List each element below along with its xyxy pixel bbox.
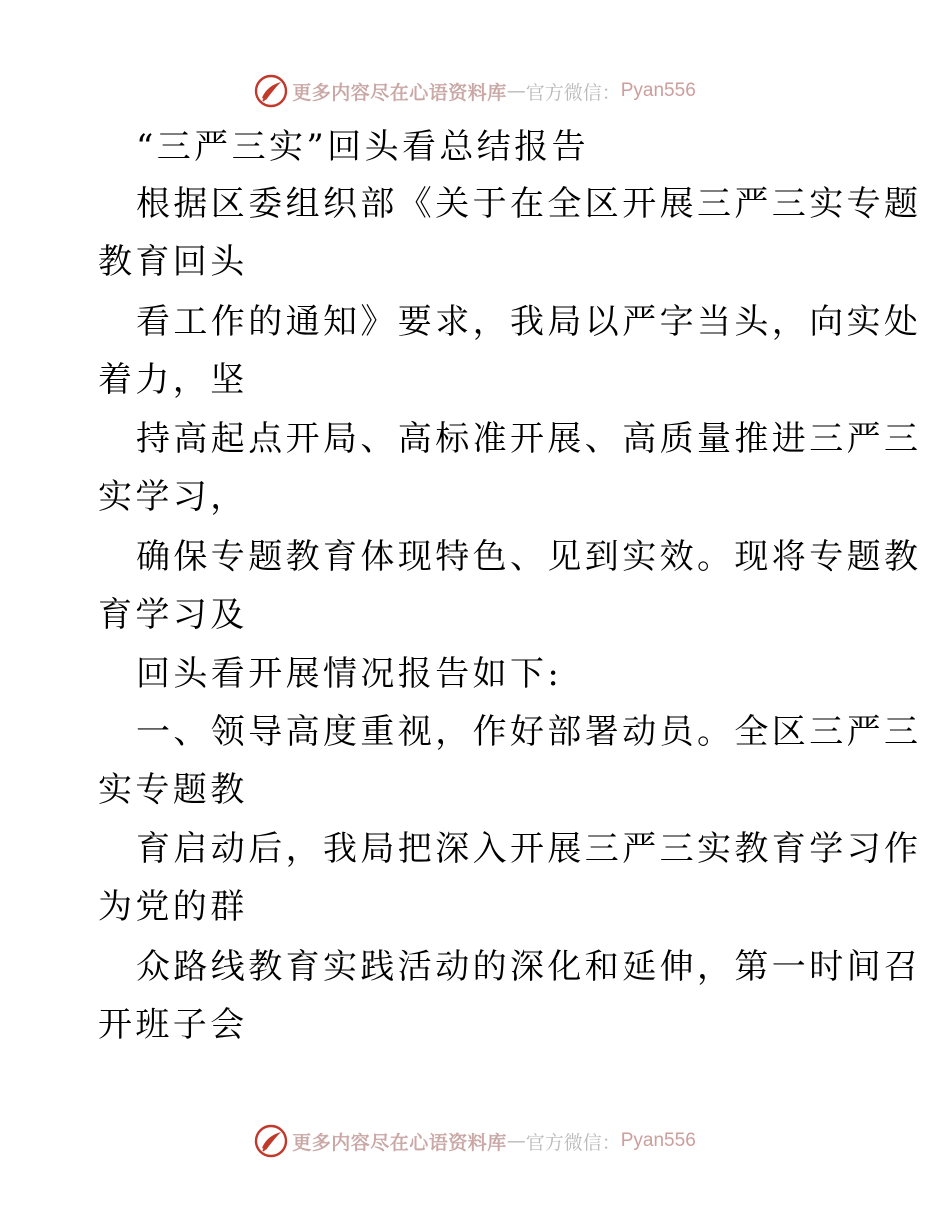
- paragraph-line: 回头看开展情况报告如下:: [136, 654, 563, 694]
- paragraph-line: 为党的群: [98, 887, 248, 927]
- watermark-wechat-label: 官方微信：: [525, 1131, 621, 1154]
- watermark-main: 更多内容尽在心语资料库: [292, 1131, 507, 1154]
- paragraph-line: 实学习，: [98, 477, 248, 517]
- watermark-wechat-id: Pyan556: [620, 1130, 696, 1151]
- paragraph-line: 教育回头: [98, 242, 248, 282]
- paragraph-line: 育启动后，我局把深入开展三严三实教育学习作: [136, 829, 922, 869]
- paragraph-line: 着力，坚: [98, 360, 248, 400]
- watermark-wechat-id: Pyan556: [620, 80, 696, 101]
- paragraph-line: 一、领导高度重视，作好部署动员。全区三严三: [136, 712, 922, 752]
- paragraph-line: 根据区委组织部《关于在全区开展三严三实专题: [136, 184, 922, 224]
- watermark-text: [292, 78, 696, 105]
- footer-watermark: [0, 1121, 950, 1161]
- paragraph-line: 实专题教: [98, 770, 248, 810]
- pen-logo-icon: [254, 74, 288, 108]
- watermark-main: 更多内容尽在心语资料库: [292, 81, 507, 104]
- document-title: “三严三实”回头看总结报告: [136, 127, 589, 167]
- paragraph-line: 育学习及: [98, 595, 248, 635]
- watermark-separator: —: [506, 1130, 526, 1152]
- header-watermark: [0, 71, 950, 111]
- paragraph-line: 持高起点开局、高标准开展、高质量推进三严三: [136, 419, 922, 459]
- paragraph-line: 确保专题教育体现特色、见到实效。现将专题教: [136, 537, 922, 577]
- paragraph-line: 众路线教育实践活动的深化和延伸，第一时间召: [136, 947, 922, 987]
- watermark-wechat-label: 官方微信：: [525, 81, 621, 104]
- paragraph-line: 开班子会: [98, 1005, 248, 1045]
- pen-logo-icon: [254, 1124, 288, 1158]
- watermark-separator: —: [506, 80, 526, 102]
- paragraph-line: 看工作的通知》要求，我局以严字当头，向实处: [136, 302, 922, 342]
- watermark-text: [292, 1128, 696, 1155]
